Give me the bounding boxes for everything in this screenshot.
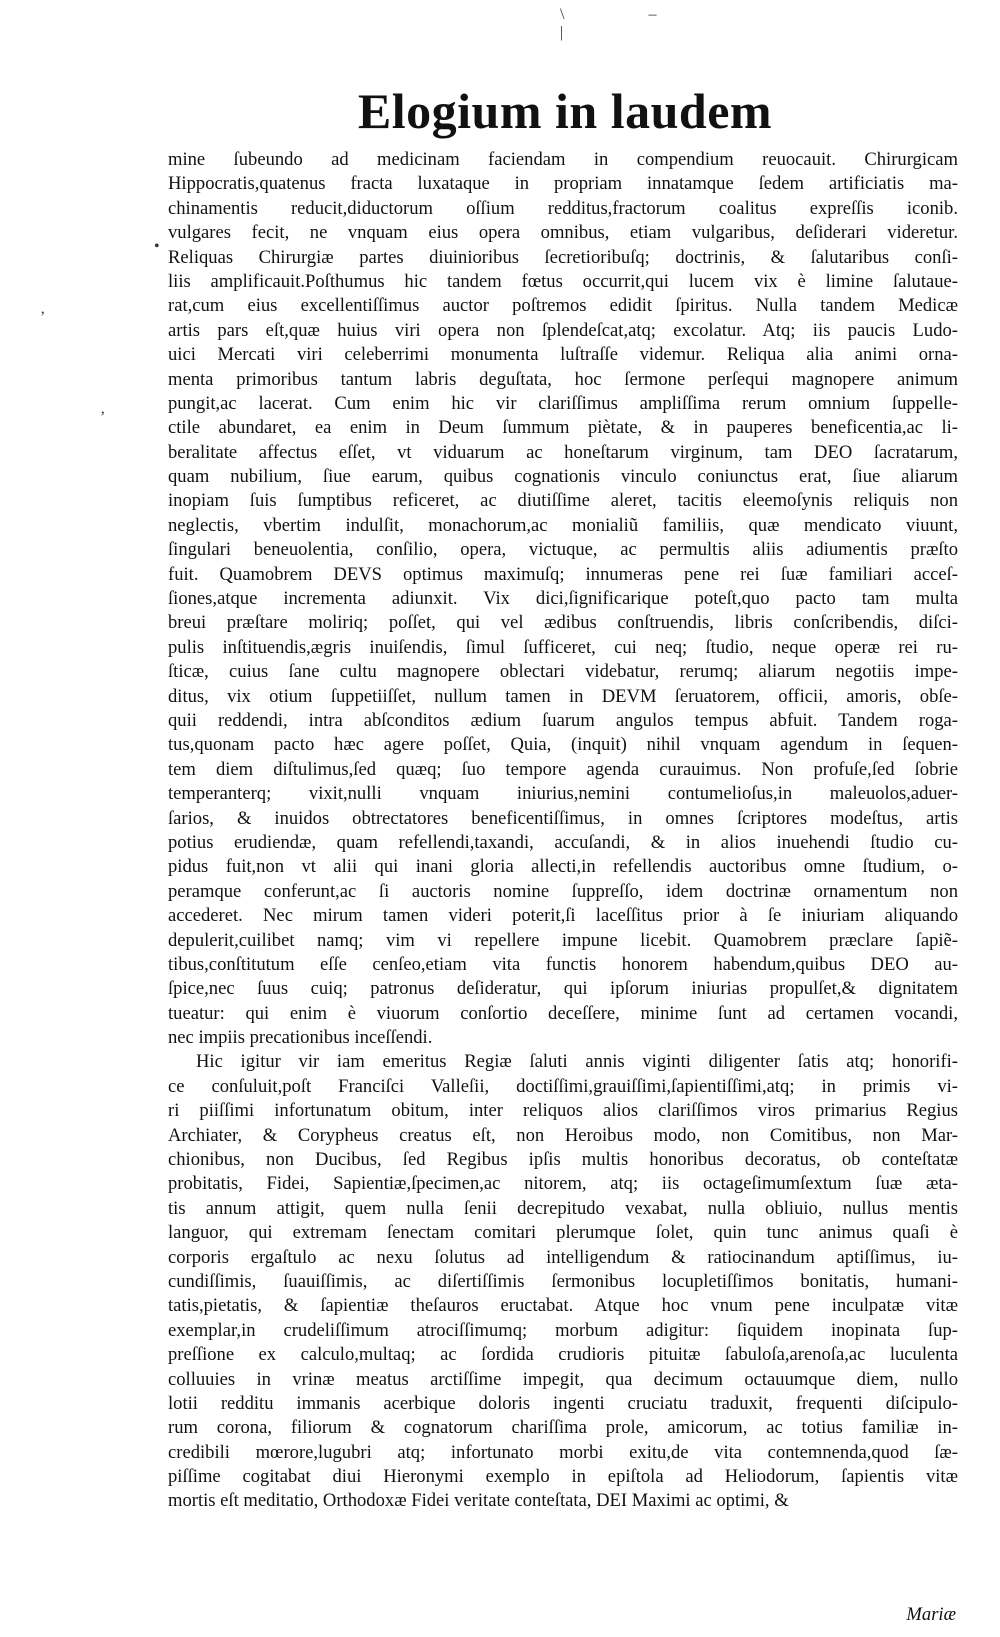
text-line: quam nubilium, ſiue earum, quibus cognationis vinculo coniunctus erat, ſiue aliarum bbox=[168, 466, 958, 488]
text-line: accederet. Nec mirum tamen videri poterit,ſi laceſſitus prior à ſe iniuriam aliquando bbox=[168, 905, 958, 927]
text-line: artis pars eſt,quæ huius viri opera non ſplendeſcat,atq; excolatur. Atq; iis paucis Ludo- bbox=[168, 319, 958, 341]
text-line: languor, qui extremam ſenectam comitari plerumque ſolet, quin tunc animus quaſi è bbox=[168, 1222, 958, 1244]
text-line: uici Mercati viri celeberrimi monumenta luſtraſſe videmur. Reliqua alia animi orna- bbox=[168, 344, 958, 366]
text-line: ſpice,nec ſuus cuiq; patronus deſideratur, qui ipſorum iniurias propulſet,& dignitatem bbox=[168, 978, 958, 1000]
text-line: breui præſtare moliriq; poſſet, qui vel ædibus conſtruendis, libris conſcribendis, diſci- bbox=[168, 612, 958, 634]
text-line: ri piiſſimi infortunatum obitum, inter reliquos alios clariſſimos viros primarius Regius bbox=[168, 1100, 958, 1122]
margin-mark: • bbox=[154, 238, 160, 255]
text-line: lotii redditu immanis acerbique doloris ingenti cruciatu traduxit, frequenti diſcipulo- bbox=[168, 1392, 958, 1414]
text-line: ſarios, & inuidos obtrectatores beneficentiſſimus, in omnes ſcriptores modeſtus, artis bbox=[168, 807, 958, 829]
body-text bbox=[168, 148, 958, 1514]
text-line: quii reddendi, intra abſconditos ædium ſuarum angulos tempus abfuit. Tandem roga- bbox=[168, 709, 958, 731]
text-line: ce conſuluit,poſt Franciſci Valleſii, doctiſſimi,grauiſſimi,ſapientiſſimi,atq; in primis vi- bbox=[168, 1075, 958, 1097]
text-line: ſingulari beneuolentia, conſilio, opera, victuque, ac permultis aliis adiumentis præſto bbox=[168, 539, 958, 561]
text-line: cundiſſimis, ſuauiſſimis, ac diſertiſſimis ſermonibus locupletiſſimos bonitatis, humani- bbox=[168, 1270, 958, 1292]
text-line: tueatur: qui enim è viuorum conſortio deceſſere, minime ſunt ad certamen vocandi, bbox=[168, 1002, 958, 1024]
text-line: mine ſubeundo ad medicinam faciendam in compendium reuocauit. Chirurgicam bbox=[168, 149, 958, 170]
text-line: neglectis, vbertim indulſit, monachorum,ac monialiũ familiis, quæ mendicato viuunt, bbox=[168, 514, 958, 536]
text-line: preſſione ex calculo,multaq; ac ſordida crudioris pituitæ ſabuloſa,arenoſa,ac luculenta bbox=[168, 1344, 958, 1366]
text-line: credibili mœrore,lugubri atq; infortunato morbi exitu,de vita contemnenda,quod ſæ- bbox=[168, 1441, 958, 1463]
text-line: potius erudiendæ, quam refellendi,taxandi, accuſandi, & in alios inuehendi ſtudio cu- bbox=[168, 831, 958, 853]
text-line: menta primoribus tantum labris deguſtata, hoc ſermone perſequi magnopere animum bbox=[168, 368, 958, 390]
text-line: colluuies in vrinæ meatus arctiſſime impegit, qua decimum octauumque diem, nullo bbox=[168, 1368, 958, 1390]
text-line: temperanterq; vixit,nulli vnquam iniurius,nemini contumelioſus,in maleuolos,aduer- bbox=[168, 783, 958, 805]
text-line: ctile abundaret, ea enim in Deum ſummum piètate, & in pauperes beneficentia,ac li- bbox=[168, 417, 958, 439]
text-line: rum corona, filiorum & cognatorum chariſſima prole, amicorum, ac totius familiæ in- bbox=[168, 1417, 958, 1439]
text-line: pungit,ac lacerat. Cum enim hic vir clariſſimus ampliſſima rerum omnium ſuppelle- bbox=[168, 392, 958, 414]
text-line: mortis eſt meditatio, Orthodoxæ Fidei veritate conteſtata, DEI Maximi ac optimi, & bbox=[168, 1490, 789, 1512]
text-line: tem diem diſtulimus,ſed quæq; ſuo tempore agenda curauimus. Non profuſe,ſed ſobrie bbox=[168, 758, 958, 780]
text-line: exemplar,in crudeliſſimum atrociſſimumq; morbum adigitur: ſiquidem inopinata ſup- bbox=[168, 1319, 958, 1341]
margin-mark: ‚ bbox=[40, 300, 46, 317]
text-line: tus,quonam pacto hæc agere poſſet, Quia, (inquit) nihil vnquam agendum in ſequen- bbox=[168, 734, 958, 756]
text-line: Hippocratis,quatenus fracta luxataque in propriam innatamque ſedem artificiatis ma- bbox=[168, 173, 958, 195]
text-line: pulis inſtituendis,ægris inuiſendis, ſimul ſufficeret, cui neq; ſtudio, neque operæ rei ru- bbox=[168, 636, 958, 658]
text-line: tatis,pietatis, & ſapientiæ theſauros eructabat. Atque hoc vnum pene inculpatæ vitæ bbox=[168, 1295, 958, 1317]
text-line: Reliquas Chirurgiæ partes diuinioribus ſecretioribuſq; doctrinis, & ſalutaribus conſi- bbox=[168, 246, 958, 268]
text-line: chinamentis reducit,diductorum oſſium redditus,fractorum coalitus expreſſis iconib. bbox=[168, 197, 958, 219]
text-line: ſiones,atque incrementa adiunxit. Vix dici,ſignificarique poteſt,quo pacto tam multa bbox=[168, 588, 958, 610]
text-line: ſticæ, cuius ſane cultu magnopere oblectari videbatur, rerumq; aliarum negotiis impe- bbox=[168, 661, 958, 683]
catchword: Mariæ bbox=[906, 1604, 956, 1625]
text-line: Hic igitur vir iam emeritus Regiæ ſaluti annis viginti diligenter ſatis atq; honorifi- bbox=[196, 1051, 958, 1073]
text-line: tis annum attigit, quem nulla ſenii decrepitudo vexabat, nulla obliuio, nullus mentis bbox=[168, 1197, 958, 1219]
page-title: Elogium in laudem bbox=[357, 83, 773, 139]
text-line: pidus fuit,non vt alii qui inani gloria allecti,in refellendis auctoribus omne ſtudium, o- bbox=[168, 856, 958, 878]
text-line: inopiam ſuis ſumptibus reficeret, ac diutiſſime aleret, tacitis eleemoſynis reliquis non bbox=[168, 490, 958, 512]
text-line: fuit. Quamobrem DEVS optimus maximuſq; innumeras pene rei ſuæ familiari acceſ- bbox=[168, 563, 958, 585]
text-line: peramque conferunt,ac ſi auctoris nomine ſuppreſſo, idem doctrinæ ornamentum non bbox=[168, 880, 958, 902]
text-line: Archiater, & Corypheus creatus eſt, non Heroibus modo, non Comitibus, non Mar- bbox=[168, 1124, 958, 1146]
text-line: probitatis, Fidei, Sapientiæ,ſpecimen,ac nitorem, atq; iis octageſimumſextum ſuæ æta- bbox=[168, 1173, 958, 1195]
text-line: vulgares fecit, ne vnquam eius opera omnibus, etiam vulgaribus, deſiderari videretur. bbox=[168, 222, 958, 244]
text-line: piſſime cogitabat diui Hieronymi exemplo in epiſtola ad Heliodorum, ſapientis vitæ bbox=[168, 1466, 958, 1488]
text-line: nec impiis precationibus inceſſendi. bbox=[168, 1027, 433, 1049]
text-line: corporis ergaſtulo ac nexu ſolutus ad intelligendum & ratiocinandum aptiſſimus, iu- bbox=[168, 1246, 958, 1268]
text-line: rat,cum eius excellentiſſimus auctor poſtremos edidit ſpiritus. Nulla tandem Medicæ bbox=[168, 295, 958, 317]
text-line: chionibus, non Ducibus, ſed Regibus ipſis multis honoribus decoratus, ob conteſtatæ bbox=[168, 1149, 958, 1171]
text-line: beralitate affectus eſſet, vt viduarum ac honeſtarum virginum, tam DEO ſacratarum, bbox=[168, 441, 958, 463]
margin-mark: ‚ bbox=[100, 400, 106, 417]
text-line: depulerit,cuilibet namq; vim vi repellere impune licebit. Quamobrem præclare ſapiẽ- bbox=[168, 929, 958, 951]
top-marks: \ – | bbox=[560, 6, 697, 41]
text-line: ditus, vix otium ſuppetiiſſet, nullum tamen in DEVM ſeruatorem, officii, amoris, obſe- bbox=[168, 685, 958, 707]
text-line: tibus,conſtitutum eſſe cenſeo,etiam vita functis honorem habendum,quibus DEO au- bbox=[168, 953, 958, 975]
text-line: liis amplificauit.Poſthumus hic tandem fœtus occurrit,qui lucem vix è limine ſalutaue- bbox=[168, 270, 958, 292]
